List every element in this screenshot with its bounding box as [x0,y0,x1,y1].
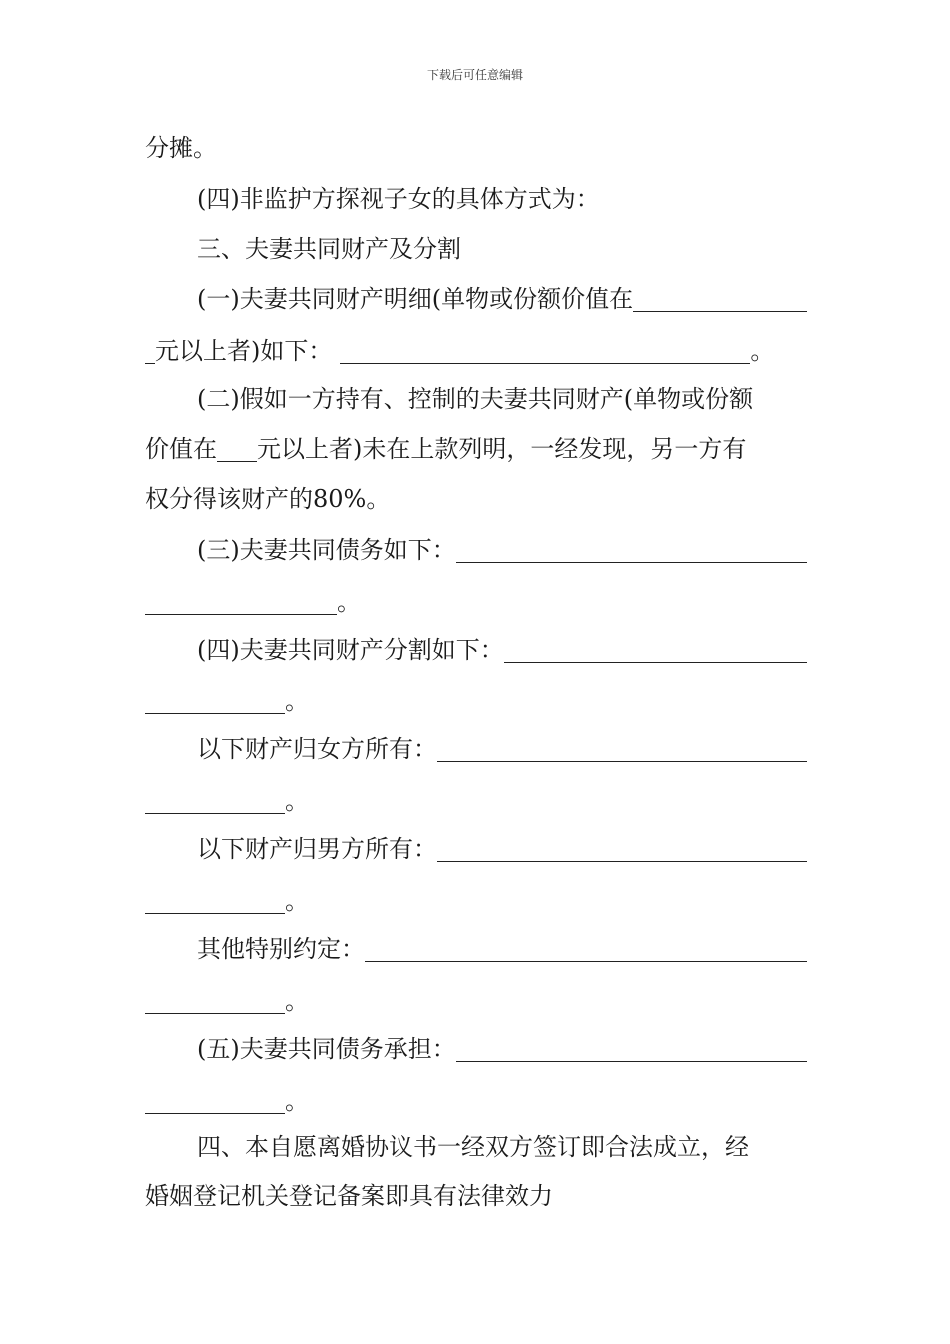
fill-blank[interactable] [217,439,257,462]
paragraph-text: (四)非监护方探视子女的具体方式为： [197,185,600,213]
paragraph-text: (四)夫妻共同财产分割如下： [197,636,504,664]
text-line [145,1179,807,1213]
paragraph-text: 。 [337,588,361,616]
paragraph-text: 四、本自愿离婚协议书一经双方签订即合法成立，经 [197,1133,749,1161]
paragraph-text: 以下财产归女方所有： [197,735,437,763]
fill-blank[interactable] [456,1039,807,1062]
paragraph-text: 。 [285,987,309,1015]
paragraph-text: (三)夫妻共同债务如下： [197,536,456,564]
paragraph-text: 分摊。 [145,134,217,162]
fill-blank[interactable] [145,791,285,814]
fill-blank[interactable] [365,939,807,962]
text-line [197,932,807,966]
paragraph-text: 权分得该财产的80%。 [145,485,391,513]
fill-blank[interactable] [145,891,285,914]
text-line [145,684,807,718]
paragraph-text: (五)夫妻共同债务承担： [197,1035,456,1063]
fill-blank[interactable] [437,839,807,862]
paragraph-text: 。 [285,687,309,715]
text-line [197,1032,807,1066]
text-line [197,533,807,567]
text-line [145,482,807,516]
paragraph-text: 。 [285,787,309,815]
paragraph-text: 。 [750,337,775,365]
text-line [197,832,807,866]
fill-blank[interactable] [145,592,337,615]
text-line [197,732,807,766]
paragraph-text: 价值在 [145,435,217,463]
fill-blank[interactable] [633,289,807,312]
text-line [197,633,807,667]
text-line [145,984,807,1018]
text-line [145,334,807,368]
fill-blank[interactable] [340,341,750,364]
paragraph-text: (一)夫妻共同财产明细(单物或份额价值在 [197,285,634,313]
page-header: 下载后可任意编辑 [426,68,523,82]
text-line [145,784,807,818]
text-line [145,432,807,466]
section-heading [197,1130,807,1164]
text-line [197,282,807,316]
fill-blank[interactable] [145,991,285,1014]
paragraph-text: 。 [285,1087,309,1115]
section-title: 三、夫妻共同财产及分割 [197,235,461,263]
text-line [197,382,807,416]
paragraph-text: 以下财产归男方所有： [197,835,437,863]
section-heading [197,232,807,266]
paragraph-text: 元以上者)未在上款列明，一经发现，另一方有 [257,435,747,463]
text-line [145,1084,807,1118]
text-line [145,131,807,165]
text-line [145,585,807,619]
fill-blank[interactable] [145,1091,285,1114]
text-line [197,182,807,216]
fill-blank[interactable] [504,640,807,663]
fill-blank[interactable] [145,691,285,714]
paragraph-text: (二)假如一方持有、控制的夫妻共同财产(单物或份额 [197,385,754,413]
fill-blank[interactable] [437,739,807,762]
paragraph-text: 元以上者)如下： [155,337,333,365]
fill-blank[interactable] [456,540,807,563]
paragraph-text: 婚姻登记机关登记备案即具有法律效力 [145,1182,553,1210]
fill-blank[interactable] [145,341,155,364]
text-line [145,884,807,918]
paragraph-text: 其他特别约定： [197,935,365,963]
paragraph-text: 。 [285,887,309,915]
